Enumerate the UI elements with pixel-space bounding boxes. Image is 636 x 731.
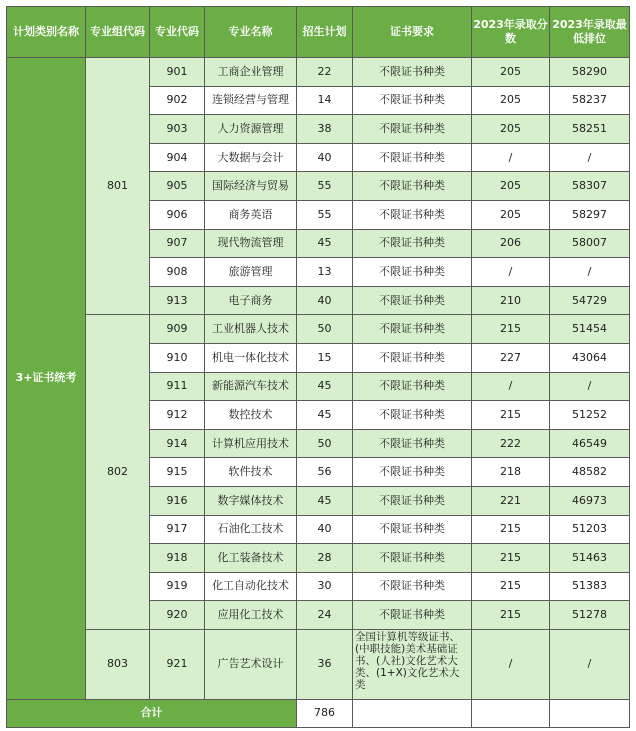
major-code-cell: 919 [150, 572, 205, 601]
major-code-cell: 908 [150, 258, 205, 287]
cert-req-cell: 不限证书种类 [353, 372, 472, 401]
score-cell: 215 [472, 572, 550, 601]
header-row [7, 7, 630, 58]
category-cell: 3+证书统考 [7, 58, 86, 700]
score-cell: 205 [472, 115, 550, 144]
cert-req-cell: 不限证书种类 [353, 315, 472, 344]
major-name-cell: 大数据与会计 [205, 143, 297, 172]
major-name-cell: 数控技术 [205, 401, 297, 430]
cert-req-cell: 不限证书种类 [353, 486, 472, 515]
plan-cell: 55 [297, 172, 353, 201]
plan-cell: 50 [297, 429, 353, 458]
major-name-cell: 连锁经营与管理 [205, 86, 297, 115]
total-plan: 786 [297, 699, 353, 727]
plan-cell: 45 [297, 401, 353, 430]
major-name-cell: 软件技术 [205, 458, 297, 487]
score-cell: 221 [472, 486, 550, 515]
score-cell: 206 [472, 229, 550, 258]
rank-cell: 58297 [550, 200, 630, 229]
cert-req-cell: 不限证书种类 [353, 229, 472, 258]
cert-req-cell: 不限证书种类 [353, 172, 472, 201]
major-code-cell: 916 [150, 486, 205, 515]
plan-cell: 50 [297, 315, 353, 344]
score-cell: / [472, 143, 550, 172]
major-name-cell: 数字媒体技术 [205, 486, 297, 515]
major-name-cell: 电子商务 [205, 286, 297, 315]
plan-cell: 24 [297, 601, 353, 630]
header-score-2023: 2023年录取分数 [472, 7, 550, 58]
plan-cell: 45 [297, 486, 353, 515]
rank-cell: 58290 [550, 58, 630, 87]
total-label: 合计 [7, 699, 297, 727]
score-cell: 222 [472, 429, 550, 458]
score-cell: 205 [472, 58, 550, 87]
score-cell: 205 [472, 172, 550, 201]
header-plan: 招生计划 [297, 7, 353, 58]
major-code-cell: 912 [150, 401, 205, 430]
major-code-cell: 907 [150, 229, 205, 258]
plan-cell: 30 [297, 572, 353, 601]
plan-cell: 40 [297, 515, 353, 544]
score-cell: 227 [472, 343, 550, 372]
total-empty-cell [353, 699, 472, 727]
header-major-name: 专业名称 [205, 7, 297, 58]
score-cell: 215 [472, 315, 550, 344]
major-name-cell: 化工装备技术 [205, 544, 297, 573]
major-name-cell: 工商企业管理 [205, 58, 297, 87]
major-name-cell: 旅游管理 [205, 258, 297, 287]
rank-cell: 58307 [550, 172, 630, 201]
rank-cell: 51203 [550, 515, 630, 544]
rank-cell: 51463 [550, 544, 630, 573]
header-category: 计划类别名称 [7, 7, 86, 58]
major-code-cell: 903 [150, 115, 205, 144]
rank-cell: / [550, 258, 630, 287]
group-code-cell: 803 [86, 629, 150, 699]
plan-cell: 22 [297, 58, 353, 87]
major-code-cell: 909 [150, 315, 205, 344]
plan-cell: 56 [297, 458, 353, 487]
score-cell: 215 [472, 515, 550, 544]
cert-req-cell: 不限证书种类 [353, 115, 472, 144]
score-cell: 215 [472, 401, 550, 430]
group-code-cell: 801 [86, 58, 150, 315]
total-empty-cell [472, 699, 550, 727]
rank-cell: 51252 [550, 401, 630, 430]
plan-cell: 40 [297, 143, 353, 172]
header-rank-2023: 2023年录取最低排位 [550, 7, 630, 58]
score-cell: / [472, 629, 550, 699]
total-row [7, 699, 630, 727]
major-code-cell: 915 [150, 458, 205, 487]
score-cell: 210 [472, 286, 550, 315]
plan-cell: 45 [297, 229, 353, 258]
cert-req-cell: 不限证书种类 [353, 58, 472, 87]
cert-req-cell: 不限证书种类 [353, 458, 472, 487]
admission-plan-table-wrapper [6, 6, 630, 728]
cert-req-cell: 不限证书种类 [353, 86, 472, 115]
cert-req-cell: 不限证书种类 [353, 200, 472, 229]
plan-cell: 15 [297, 343, 353, 372]
rank-cell: 51383 [550, 572, 630, 601]
plan-cell: 55 [297, 200, 353, 229]
header-cert-req: 证书要求 [353, 7, 472, 58]
major-name-cell: 人力资源管理 [205, 115, 297, 144]
plan-cell: 14 [297, 86, 353, 115]
major-name-cell: 国际经济与贸易 [205, 172, 297, 201]
major-code-cell: 904 [150, 143, 205, 172]
major-name-cell: 化工自动化技术 [205, 572, 297, 601]
header-major-code: 专业代码 [150, 7, 205, 58]
cert-req-cell: 不限证书种类 [353, 544, 472, 573]
major-code-cell: 920 [150, 601, 205, 630]
cert-req-cell: 不限证书种类 [353, 258, 472, 287]
major-name-cell: 广告艺术设计 [205, 629, 297, 699]
rank-cell: 48582 [550, 458, 630, 487]
rank-cell: 46549 [550, 429, 630, 458]
table-row [7, 58, 630, 87]
cert-req-cell: 不限证书种类 [353, 343, 472, 372]
rank-cell: 58251 [550, 115, 630, 144]
major-code-cell: 906 [150, 200, 205, 229]
major-name-cell: 石油化工技术 [205, 515, 297, 544]
major-code-cell: 921 [150, 629, 205, 699]
score-cell: 205 [472, 200, 550, 229]
major-code-cell: 914 [150, 429, 205, 458]
cert-req-cell: 不限证书种类 [353, 515, 472, 544]
major-name-cell: 工业机器人技术 [205, 315, 297, 344]
table-body [7, 58, 630, 728]
major-name-cell: 商务英语 [205, 200, 297, 229]
header-group-code: 专业组代码 [86, 7, 150, 58]
rank-cell: / [550, 143, 630, 172]
major-name-cell: 机电一体化技术 [205, 343, 297, 372]
score-cell: 205 [472, 86, 550, 115]
rank-cell: 54729 [550, 286, 630, 315]
score-cell: 215 [472, 544, 550, 573]
plan-cell: 45 [297, 372, 353, 401]
major-name-cell: 新能源汽车技术 [205, 372, 297, 401]
rank-cell: 51454 [550, 315, 630, 344]
major-code-cell: 910 [150, 343, 205, 372]
cert-req-cell: 不限证书种类 [353, 601, 472, 630]
cert-req-cell: 不限证书种类 [353, 429, 472, 458]
rank-cell: / [550, 629, 630, 699]
rank-cell: 43064 [550, 343, 630, 372]
rank-cell: / [550, 372, 630, 401]
rank-cell: 46973 [550, 486, 630, 515]
cert-req-cell: 不限证书种类 [353, 401, 472, 430]
major-code-cell: 902 [150, 86, 205, 115]
major-code-cell: 917 [150, 515, 205, 544]
score-cell: / [472, 372, 550, 401]
admission-plan-table [6, 6, 630, 728]
major-name-cell: 应用化工技术 [205, 601, 297, 630]
cert-req-cell: 全国计算机等级证书、(中职技能)美术基础证书、(人社)文化艺术大类、(1+X)文化艺术大类 [353, 629, 472, 699]
major-code-cell: 918 [150, 544, 205, 573]
rank-cell: 58007 [550, 229, 630, 258]
table-row [7, 315, 630, 344]
major-name-cell: 现代物流管理 [205, 229, 297, 258]
total-empty-cell [550, 699, 630, 727]
major-name-cell: 计算机应用技术 [205, 429, 297, 458]
plan-cell: 28 [297, 544, 353, 573]
group-code-cell: 802 [86, 315, 150, 630]
cert-req-cell: 不限证书种类 [353, 572, 472, 601]
table-row [7, 629, 630, 699]
score-cell: 215 [472, 601, 550, 630]
major-code-cell: 905 [150, 172, 205, 201]
rank-cell: 58237 [550, 86, 630, 115]
plan-cell: 36 [297, 629, 353, 699]
cert-req-cell: 不限证书种类 [353, 286, 472, 315]
plan-cell: 13 [297, 258, 353, 287]
major-code-cell: 911 [150, 372, 205, 401]
major-code-cell: 913 [150, 286, 205, 315]
plan-cell: 40 [297, 286, 353, 315]
plan-cell: 38 [297, 115, 353, 144]
score-cell: / [472, 258, 550, 287]
score-cell: 218 [472, 458, 550, 487]
cert-req-cell: 不限证书种类 [353, 143, 472, 172]
major-code-cell: 901 [150, 58, 205, 87]
rank-cell: 51278 [550, 601, 630, 630]
